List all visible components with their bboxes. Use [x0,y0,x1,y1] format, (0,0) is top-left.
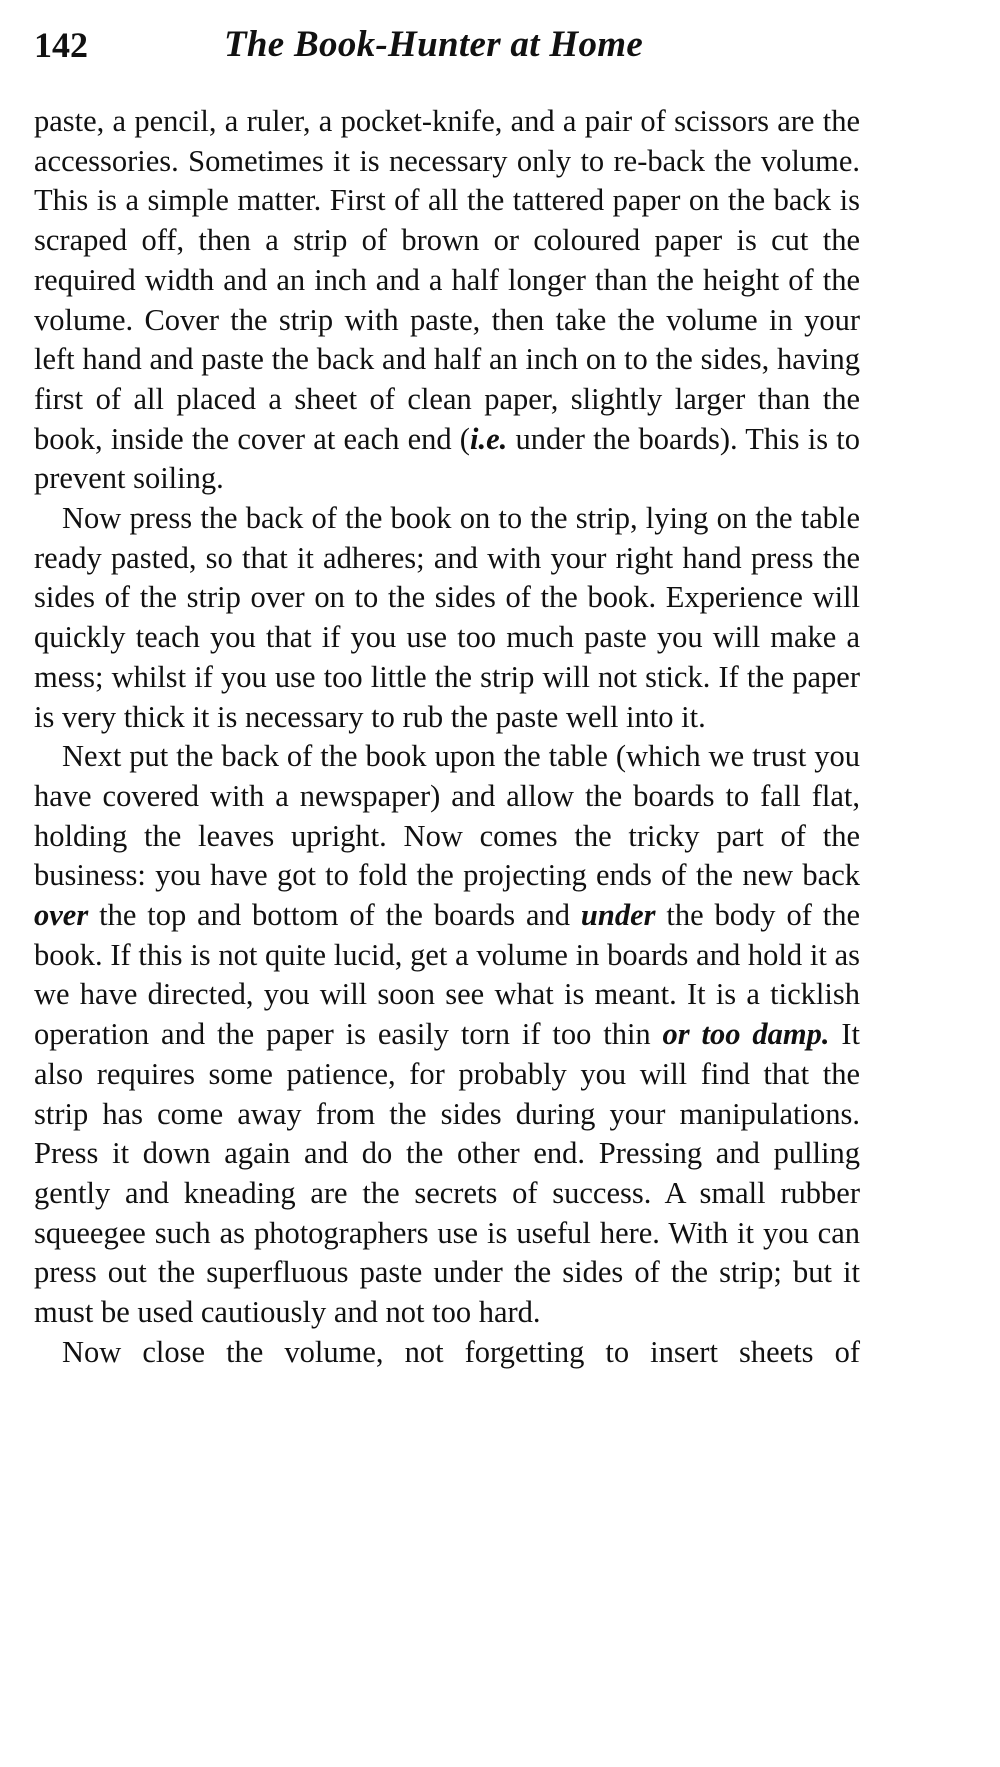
book-page [34,22,860,1373]
running-head [34,22,860,74]
text-segment: It also requires some patience, for probably you will find that the strip has come away from the sides during your manipulations. Press it down again and do the other end. Pressing and pulling gently and kneading are the secrets of success. A small rubber squeegee such as photographers use is useful here. With it you can press out the superfluous paste under the sides of the strip; but it must be used cautiously and not too hard. [34,1017,860,1330]
text-segment: under the boards). This is to prevent soiling. [34,421,860,496]
italic-text-segment: i.e. [469,421,508,456]
body-text [34,102,860,1373]
text-segment: Now close the volume, not forgetting to insert sheets of [62,1334,860,1369]
paragraph-1 [34,102,860,499]
paragraph-2 [34,499,860,737]
text-segment: paste, a pencil, a ruler, a pocket-knife, and a pair of scissors are the accessories. Sometimes it is necessary only to re-back the volume. This is a simple matter. First of all the tattered paper on the back is scraped off, then a strip of brown or coloured paper is cut the required width and an inch and a half longer than the height of the volume. Cover the strip with paste, then take the volume in your left hand and paste the back and half an inch on to the sides, having first of all placed a sheet of clean paper, slightly larger than the book, inside the cover at each end ( [34,104,860,456]
italic-text-segment: under [580,898,656,933]
running-title: The Book-Hunter at Home [224,24,644,65]
paragraph-4 [34,1333,860,1373]
italic-text-segment: over [34,898,89,933]
italic-text-segment: or too damp. [662,1017,830,1052]
text-segment: the body of the book. If this is not quite lucid, get a volume in boards and hold it as we have directed, you will soon see what is meant. It is a ticklish operation and the paper is easily torn if too thin [34,898,860,1052]
text-segment: Now press the back of the book on to the strip, lying on the table ready pasted, so that it adheres; and with your right hand press the sides of the strip over on to the sides of the book. Experience will quickly teach you that if you use too much paste you will make a mess; whilst if you use too little the strip will not stick. If the paper is very thick it is necessary to rub the paste well into it. [34,501,860,734]
paragraph-3 [34,737,860,1333]
text-segment: the top and bottom of the boards and [88,898,581,933]
text-segment: Next put the back of the book upon the table (which we trust you have covered with a newspaper) and allow the boards to fall flat, holding the leaves upright. Now comes the tricky part of the business: you have got to fold the projecting ends of the new back [34,739,860,893]
page-number: 142 [34,25,88,65]
